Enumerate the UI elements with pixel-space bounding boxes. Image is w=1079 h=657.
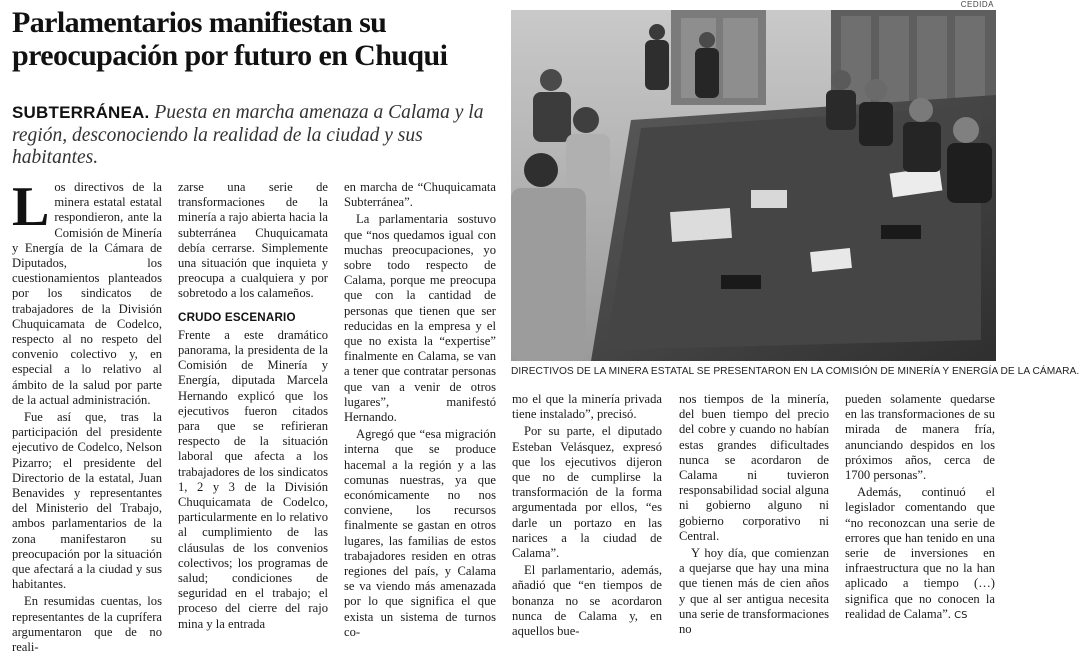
paragraph: mo el que la minería privada tiene instalado”, precisó. (512, 392, 662, 422)
paragraph (845, 485, 995, 623)
paragraph: Fue así que, tras la participación del presidente ejecutivo de Codelco, Nelson Pizarro; el presidente del Directorio de la estatal, Juan Benavides y representantes del Ministerio del Trabajo, ambos parlamentarios de la zona manifestaron su preocupación por la situación que afectará a la ciudad y sus habitantes. (12, 410, 162, 592)
paragraph: Frente a este dramático panorama, la presidenta de la Comisión de Minería y Energía, diputada Marcela Hernando explicó que los ejecutivos fueron citados para que se refirieran respecto de la situación laboral que afecta a los trabajadores de los sindicatos 1, 2 y 3 de la División Chuquicamata de Codelco, particularmente en lo relativo al cumplimiento de las cláusulas de los convenios colectivos; los programas de salud; condiciones de seguridad en el trabajo; el proceso del cierre del rajo mina y la entrada (178, 327, 328, 631)
paragraph: en marcha de “Chuquicamata Subterránea”. (344, 180, 496, 210)
paragraph: El parlamentario, además, añadió que “en tiempos de bonanza no se acordaron nunca de Calama y, en aquellos bue- (512, 563, 662, 639)
section-subhead: CRUDO ESCENARIO (178, 310, 296, 324)
paragraph: La parlamentaria sostuvo que “nos quedamos igual con muchas preocupaciones, yo sobre todo respecto de Calama, porque me preocupa que con la cantidad de personas que tienen que ser reducidas en la empresa y el que no exista la “expertise” finalmente en Calama, se van a tener que contratar personas que van a venir de otros lugares”, manifestó Hernando. (344, 212, 496, 425)
article-column-3 (344, 180, 496, 642)
headline: Parlamentarios manifiestan su preocupación por futuro en Chuqui (12, 6, 448, 72)
meeting-photo-illustration (511, 10, 996, 361)
paragraph: nos tiempos de la minería, del buen tiempo del precio del cobre y cuando no habían estas grandes dificultades nunca se acordaron de Calama ni tuvieron responsabilidad social alguna ni gobierno alguno ni gobierno corporativo ni Central. (679, 392, 829, 543)
article-column-1 (12, 176, 162, 657)
paragraph: pueden solamente quedarse en las transformaciones de su mirada de manera fría, anunciando despidos en los próximos años, cerca de 1700 personas”. (845, 392, 995, 483)
lead-text: Puesta en marcha amenaza a Calama y la región, desconociendo la realidad de la ciudad y sus habitantes. (12, 102, 484, 168)
article-column-6 (845, 392, 995, 625)
paragraph: Agregó que “esa migración interna que se produce hacemal a la región y a las comunas nuestras, ya que económicamente no nos conviene, los recursos finalmente se gastan en otros lugares, las familias de estos trabajadores residen en otras regiones del país, y Calama se va viendo más amenazada por lo que significa el que exista un sistema de turnos co- (344, 427, 496, 639)
lead-paragraph (12, 102, 502, 170)
end-mark: CS (954, 609, 968, 621)
photo-credit: CEDIDA (960, 0, 994, 9)
paragraph: Por su parte, el diputado Esteban Velásquez, expresó que los ejecutivos dijeron que no de cumplirse la transformación de la forma argumentada por ellos, “es darle un portazo en las narices a la ciudad de Calama”. (512, 424, 662, 561)
lead-kicker: SUBTERRÁNEA. (12, 103, 150, 122)
paragraph-text: Además, continuó el legislador comentando que “no reconozcan una serie de errores que han tenido en una serie de inversiones en infraestructura que no la han aplicado a tiempo (…) significa que no conocen la realidad de Calama”. (845, 485, 995, 621)
photo-caption: DIRECTIVOS DE LA MINERA ESTATAL SE PRESENTARON EN LA COMISIÓN DE MINERÍA Y ENERGÍA DE LA CÁMARA. (511, 366, 1079, 377)
paragraph: En resumidas cuentas, los representantes de la cuprífera argumentaron que de no reali- (12, 594, 162, 655)
article-column-2 (178, 180, 328, 634)
paragraph: os directivos de la minera estatal estatal respondieron, ante la Comisión de Minería y Energía de la Cámara de Diputados, los cuestionamientos planteados por los sindicatos de trabajadores de la División Chuquicamata de Codelco, respecto al no respeto del convenio colectivo y, en especial a lo relativo al ámbito de la salud por parte de la actual administración. (12, 180, 162, 407)
paragraph: zarse una serie de transformaciones de la minería a rajo abierta hacia la subterránea Chuquicamata debía cerrarse. Simplemente una situación que inquieta y preocupa a cualquiera y por sobretodo a los calameños. (178, 180, 328, 301)
dropcap: L (12, 176, 50, 238)
meeting-photo (511, 10, 996, 361)
article-column-4 (512, 392, 662, 641)
paragraph: Y hoy día, que comienzan a quejarse que hay una mina que tienen más de cien años y que al ser antigua necesita una serie de transformaciones no (679, 546, 830, 637)
article-column-5 (679, 392, 829, 639)
